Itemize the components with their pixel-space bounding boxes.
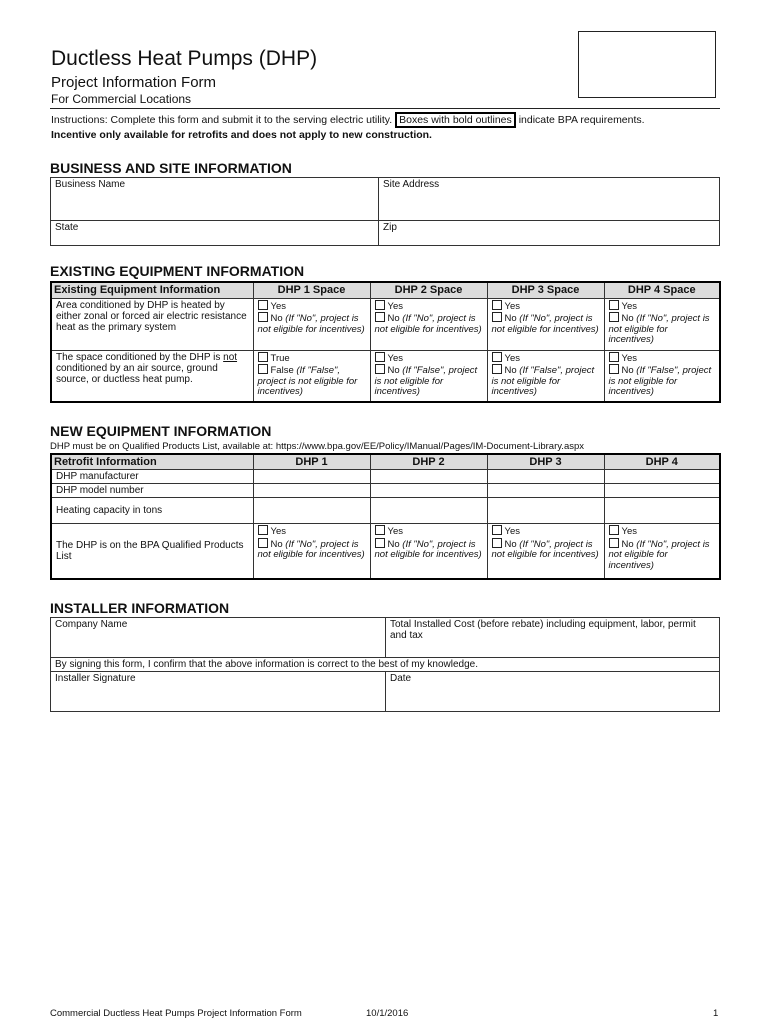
model-dhp2-input[interactable] xyxy=(370,484,487,498)
installer-table xyxy=(50,617,720,712)
qpl-dhp4-no[interactable] xyxy=(609,538,716,572)
yes-label: Yes xyxy=(387,300,403,312)
checkbox-icon xyxy=(375,352,385,362)
instructions-text: Instructions: Complete this form and submit it to the serving electric utility. xyxy=(51,114,393,126)
yes-label: Yes xyxy=(387,352,403,364)
total-cost-label: Total Installed Cost (before rebate) including equipment, labor, permit and tax xyxy=(390,619,696,641)
checkbox-icon xyxy=(258,364,268,374)
yes-label: Yes xyxy=(270,526,286,537)
qpl-dhp3-yes[interactable] xyxy=(492,525,600,538)
not-heat-pump-dhp2-yes[interactable] xyxy=(375,352,483,365)
not-heat-pump-question xyxy=(51,350,253,402)
checkbox-icon xyxy=(492,352,502,362)
checkbox-icon xyxy=(492,538,502,548)
checkbox-icon xyxy=(375,538,385,548)
not-heat-pump-dhp3-options xyxy=(487,350,604,402)
existing-header-dhp4: DHP 4 Space xyxy=(604,282,720,298)
primary-heat-dhp4-yes[interactable] xyxy=(609,300,716,313)
manufacturer-row-label: DHP manufacturer xyxy=(51,470,253,484)
checkbox-icon xyxy=(492,525,502,535)
checkbox-icon xyxy=(609,364,619,374)
footer-page-number: 1 xyxy=(713,1008,719,1019)
not-heat-pump-dhp1-true[interactable] xyxy=(258,352,366,365)
checkbox-icon xyxy=(609,312,619,322)
checkbox-icon xyxy=(375,364,385,374)
form-title: Ductless Heat Pumps (DHP) xyxy=(51,47,318,70)
emphasis-not: not xyxy=(223,351,238,363)
no-label: No xyxy=(270,313,283,324)
primary-heat-dhp2-yes[interactable] xyxy=(375,300,483,313)
ineligible-note: (If "No", project is not eligible for incentives) xyxy=(491,313,599,335)
logo-placeholder-box xyxy=(578,31,716,98)
qpl-dhp1-yes[interactable] xyxy=(258,525,366,538)
primary-heat-question: Area conditioned by DHP is heated by either zonal or forced air electric resistance heat as the primary system xyxy=(51,298,253,350)
header-divider xyxy=(50,108,720,109)
yes-label: Yes xyxy=(270,300,286,312)
yes-label: Yes xyxy=(621,300,637,312)
qpl-dhp2-options xyxy=(370,524,487,579)
checkbox-icon xyxy=(375,525,385,535)
state-field[interactable] xyxy=(51,221,379,246)
section-heading-new-equipment: NEW EQUIPMENT INFORMATION xyxy=(50,423,272,439)
no-label: No xyxy=(387,365,400,376)
qpl-dhp3-options xyxy=(487,524,604,579)
manufacturer-dhp3-input[interactable] xyxy=(487,470,604,484)
primary-heat-dhp2-options xyxy=(370,298,487,350)
new-equipment-table xyxy=(50,453,721,580)
existing-header-dhp2: DHP 2 Space xyxy=(370,282,487,298)
checkbox-icon xyxy=(492,300,502,310)
section-heading-installer: INSTALLER INFORMATION xyxy=(50,600,230,616)
no-label: No xyxy=(504,313,517,324)
company-name-field[interactable] xyxy=(51,618,386,658)
not-heat-pump-dhp3-yes[interactable] xyxy=(492,352,600,365)
checkbox-icon xyxy=(258,525,268,535)
manufacturer-dhp1-input[interactable] xyxy=(253,470,370,484)
no-label: No xyxy=(504,538,517,550)
existing-header-dhp3: DHP 3 Space xyxy=(487,282,604,298)
ineligible-note: (If "False", project is not eligible for incentives) xyxy=(257,365,358,397)
footer-form-name: Commercial Ductless Heat Pumps Project Information Form xyxy=(50,1008,302,1019)
question-text: The space conditioned by the DHP is xyxy=(56,351,224,363)
existing-header-dhp1: DHP 1 Space xyxy=(253,282,370,298)
form-scope-line: For Commercial Locations xyxy=(51,92,192,106)
no-label: No xyxy=(270,538,283,550)
checkbox-icon xyxy=(258,300,268,310)
not-heat-pump-dhp4-options xyxy=(604,350,720,402)
qpl-dhp4-options xyxy=(604,524,720,579)
primary-heat-dhp1-options xyxy=(253,298,370,350)
capacity-dhp4-input[interactable] xyxy=(604,498,720,524)
existing-equipment-table xyxy=(50,281,721,403)
primary-heat-dhp4-options xyxy=(604,298,720,350)
instructions-text-2: indicate BPA requirements. xyxy=(518,114,645,126)
model-dhp4-input[interactable] xyxy=(604,484,720,498)
ineligible-note: (If "No", project is not eligible for incentives) xyxy=(608,538,710,571)
retrofit-header-label: Retrofit Information xyxy=(51,454,253,470)
capacity-dhp2-input[interactable] xyxy=(370,498,487,524)
checkbox-icon xyxy=(609,300,619,310)
not-heat-pump-dhp4-yes[interactable] xyxy=(609,352,716,365)
zip-label: Zip xyxy=(383,222,397,233)
model-dhp1-input[interactable] xyxy=(253,484,370,498)
existing-header-label: Existing Equipment Information xyxy=(51,282,253,298)
false-label: False xyxy=(270,365,294,376)
primary-heat-dhp4-no[interactable] xyxy=(609,312,716,346)
yes-label: Yes xyxy=(387,526,403,537)
form-subtitle: Project Information Form xyxy=(51,74,217,91)
checkbox-icon xyxy=(492,364,502,374)
ineligible-note: (If "No", project is not eligible for incentives) xyxy=(374,538,482,560)
yes-label: Yes xyxy=(621,352,637,364)
no-label: No xyxy=(621,313,634,324)
ineligible-note: (If "No", project is not eligible for incentives) xyxy=(257,313,365,335)
retrofit-header-dhp1: DHP 1 xyxy=(253,454,370,470)
no-label: No xyxy=(387,538,400,550)
checkbox-icon xyxy=(609,525,619,535)
not-heat-pump-dhp1-options xyxy=(253,350,370,402)
question-text-2: conditioned by an air source, ground source, or ductless heat pump. xyxy=(56,362,218,385)
zip-field[interactable] xyxy=(379,221,720,246)
ineligible-note: (If "False", project is not eligible for incentives) xyxy=(374,365,478,397)
yes-label: Yes xyxy=(504,526,520,537)
capacity-dhp3-input[interactable] xyxy=(487,498,604,524)
checkbox-icon xyxy=(609,352,619,362)
ineligible-note: (If "False", project is not eligible for incentives) xyxy=(608,365,712,397)
capacity-dhp1-input[interactable] xyxy=(253,498,370,524)
not-heat-pump-dhp2-options xyxy=(370,350,487,402)
true-label: True xyxy=(270,352,290,364)
qpl-dhp2-no[interactable] xyxy=(375,538,483,561)
section-heading-business: BUSINESS AND SITE INFORMATION xyxy=(50,160,292,176)
instructions xyxy=(51,113,719,143)
qpl-dhp4-yes[interactable] xyxy=(609,525,716,538)
company-name-label: Company Name xyxy=(55,619,128,630)
section-heading-existing: EXISTING EQUIPMENT INFORMATION xyxy=(50,263,305,279)
business-name-field[interactable] xyxy=(51,178,379,221)
ineligible-note: (If "No", project is not eligible for incentives) xyxy=(374,313,482,335)
ineligible-note: (If "No", project is not eligible for incentives) xyxy=(608,313,710,345)
installer-signature-field[interactable] xyxy=(51,672,386,712)
manufacturer-dhp4-input[interactable] xyxy=(604,470,720,484)
primary-heat-dhp1-no[interactable] xyxy=(258,312,366,335)
not-heat-pump-dhp4-no[interactable] xyxy=(609,364,716,398)
checkbox-icon xyxy=(375,300,385,310)
not-heat-pump-dhp3-no[interactable] xyxy=(492,364,600,398)
qpl-dhp2-yes[interactable] xyxy=(375,525,483,538)
confirmation-statement: By signing this form, I confirm that the above information is correct to the best of my knowledge. xyxy=(51,658,720,672)
total-cost-field[interactable] xyxy=(386,618,720,658)
not-heat-pump-dhp1-false[interactable] xyxy=(258,364,366,398)
checkbox-icon xyxy=(258,312,268,322)
ineligible-note: (If "False", project is not eligible for incentives) xyxy=(491,365,595,397)
checkbox-icon xyxy=(375,312,385,322)
model-row-label: DHP model number xyxy=(51,484,253,498)
no-label: No xyxy=(504,365,517,376)
model-dhp3-input[interactable] xyxy=(487,484,604,498)
retrofit-header-dhp3: DHP 3 xyxy=(487,454,604,470)
checkbox-icon xyxy=(609,538,619,548)
state-label: State xyxy=(55,222,79,233)
yes-label: Yes xyxy=(621,526,637,537)
bold-outline-sample: Boxes with bold outlines xyxy=(395,112,516,128)
ineligible-note: (If "No", project is not eligible for incentives) xyxy=(257,538,365,560)
checkbox-icon xyxy=(492,312,502,322)
not-heat-pump-dhp2-no[interactable] xyxy=(375,364,483,398)
qpl-dhp1-no[interactable] xyxy=(258,538,366,561)
capacity-row-label: Heating capacity in tons xyxy=(51,498,253,524)
qpl-dhp1-options xyxy=(253,524,370,579)
date-label: Date xyxy=(390,673,412,684)
qpl-dhp3-no[interactable] xyxy=(492,538,600,561)
business-name-label: Business Name xyxy=(55,179,126,190)
business-table xyxy=(50,177,720,246)
site-address-field[interactable] xyxy=(379,178,720,221)
primary-heat-dhp2-no[interactable] xyxy=(375,312,483,335)
no-label: No xyxy=(387,313,400,324)
yes-label: Yes xyxy=(504,300,520,312)
manufacturer-dhp2-input[interactable] xyxy=(370,470,487,484)
installer-signature-label: Installer Signature xyxy=(55,673,136,684)
checkbox-icon xyxy=(258,538,268,548)
date-field[interactable] xyxy=(386,672,720,712)
qpl-row-label: The DHP is on the BPA Qualified Products List xyxy=(51,524,253,579)
yes-label: Yes xyxy=(504,352,520,364)
footer-date: 10/1/2016 xyxy=(366,1008,409,1019)
primary-heat-dhp3-no[interactable] xyxy=(492,312,600,335)
no-label: No xyxy=(621,538,634,550)
retrofit-only-note: Incentive only available for retrofits and does not apply to new construction. xyxy=(51,129,432,141)
qpl-link-note: DHP must be on Qualified Products List, available at: https://www.bpa.gov/EE/Policy/IManual/Pages/IM-Document-Library.aspx xyxy=(50,441,585,452)
primary-heat-dhp3-yes[interactable] xyxy=(492,300,600,313)
site-address-label: Site Address xyxy=(383,179,440,190)
retrofit-header-dhp4: DHP 4 xyxy=(604,454,720,470)
retrofit-header-dhp2: DHP 2 xyxy=(370,454,487,470)
no-label: No xyxy=(621,365,634,376)
primary-heat-dhp1-yes[interactable] xyxy=(258,300,366,313)
ineligible-note: (If "No", project is not eligible for incentives) xyxy=(491,538,599,560)
primary-heat-dhp3-options xyxy=(487,298,604,350)
checkbox-icon xyxy=(258,352,268,362)
